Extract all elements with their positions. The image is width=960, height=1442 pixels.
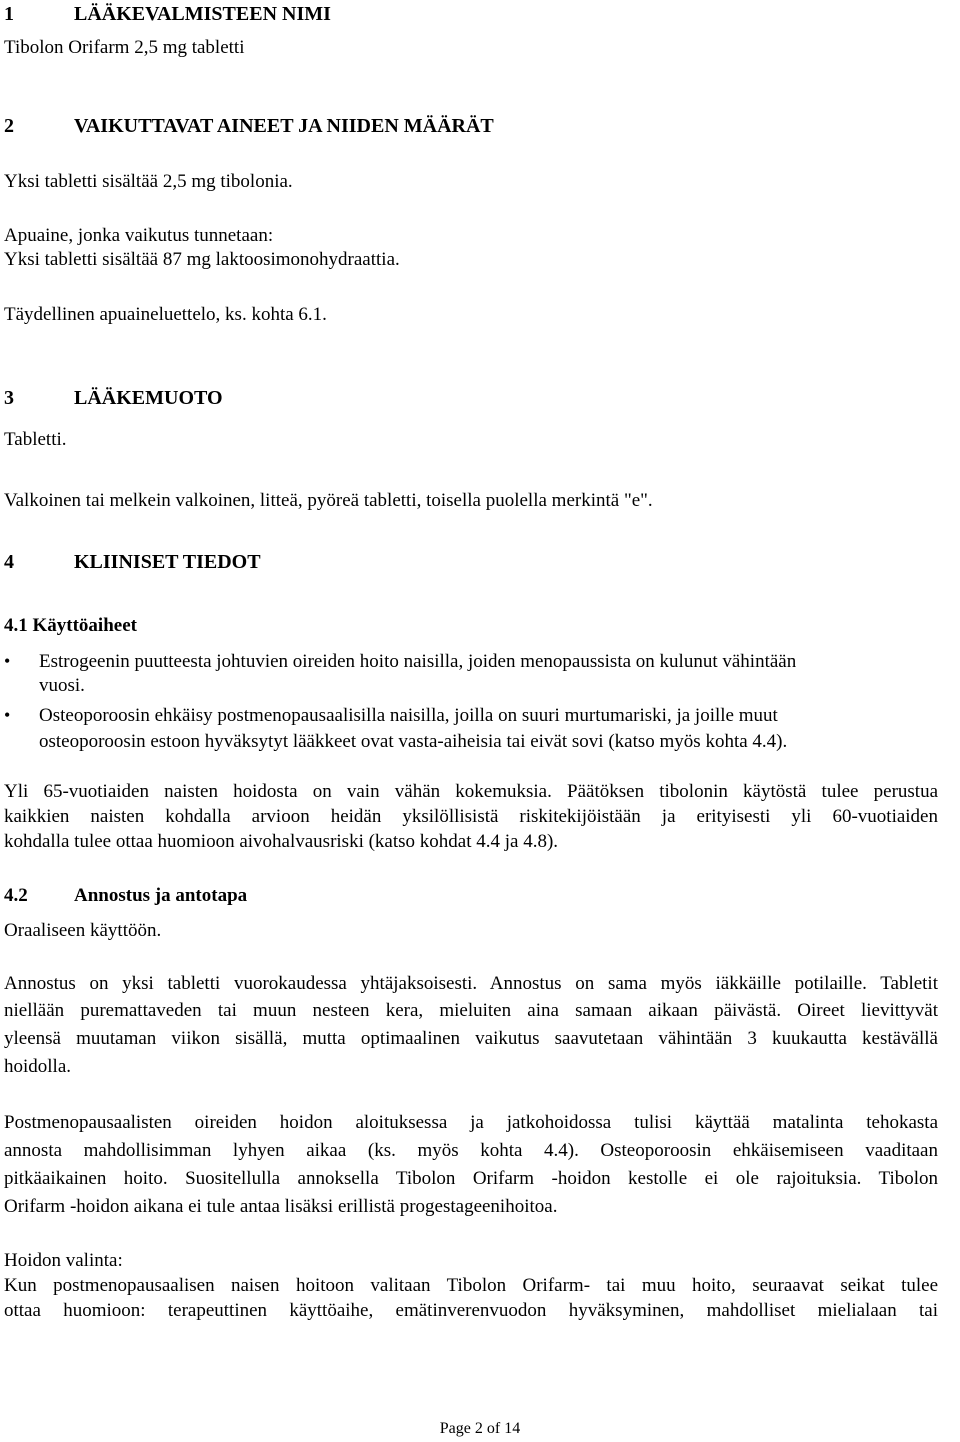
paragraph-line: Annostus on yksi tabletti vuorokaudessa yhtäjaksoisesti. Annostus on sama myös iäkkäille potilaille. Tabletit: [4, 973, 938, 994]
subsection-4-1-heading: 4.1 Käyttöaiheet: [4, 615, 137, 636]
paragraph-line: kohdalla tulee ottaa huomioon aivohalvausriski (katso kohdat 4.4 ja 4.8).: [4, 831, 559, 852]
product-name: Tibolon Orifarm 2,5 mg tabletti: [4, 37, 245, 58]
section-number: 4: [4, 551, 14, 573]
paragraph: Täydellinen apuaineluettelo, ks. kohta 6.1.: [4, 304, 327, 325]
section-number: 1: [4, 3, 14, 25]
subsection-4-2-heading: [4, 884, 247, 908]
paragraph-line: ottaa huomioon: terapeuttinen käyttöaihe, emätinverenvuodon hyväksyminen, mahdolliset mielialaan tai: [4, 1300, 938, 1321]
bullet-marker: •: [4, 651, 11, 671]
paragraph: Valkoinen tai melkein valkoinen, litteä, pyöreä tabletti, toisella puolella merkintä "e".: [4, 490, 653, 511]
paragraph-line: hoidolla.: [4, 1056, 72, 1077]
section-title: LÄÄKEMUOTO: [74, 387, 223, 409]
section-3-heading: [4, 386, 223, 410]
paragraph-line: Apuaine, jonka vaikutus tunnetaan:: [4, 225, 274, 246]
paragraph-line: Orifarm -hoidon aikana ei tule antaa lisäksi erillistä progestageenihoitoa.: [4, 1196, 558, 1217]
paragraph: Oraaliseen käyttöön.: [4, 920, 162, 941]
paragraph-line: pitkäaikainen hoito. Suositellulla annoksella Tibolon Orifarm -hoidon kestolle ei ole rajoituksia. Tibolon: [4, 1168, 938, 1189]
paragraph-line: Yli 65-vuotiaiden naisten hoidosta on vain vähän kokemuksia. Päätöksen tibolonin käytöstä tulee perustua: [4, 781, 938, 802]
paragraph-line: Yksi tabletti sisältää 87 mg laktoosimonohydraattia.: [4, 249, 400, 270]
bullet-item-line: Estrogeenin puutteesta johtuvien oireiden hoito naisilla, joiden menopaussista on kulunut vähintään: [39, 651, 797, 672]
paragraph: Tabletti.: [4, 429, 67, 450]
section-title: KLIINISET TIEDOT: [74, 551, 261, 573]
page-number: Page 2 of 14: [439, 1420, 521, 1437]
section-4-heading: [4, 550, 261, 574]
paragraph: Yksi tabletti sisältää 2,5 mg tibolonia.: [4, 171, 293, 192]
section-number: 2: [4, 115, 14, 137]
paragraph-line: Kun postmenopausaalisen naisen hoitoon valitaan Tibolon Orifarm- tai muu hoito, seuraavat seikat tulee: [4, 1275, 938, 1296]
paragraph-line: yleensä muutaman viikon sisällä, mutta optimaalinen vaikutus saavutetaan vähintään 3 kuukautta kestävällä: [4, 1028, 938, 1049]
section-2-heading: [4, 114, 494, 138]
paragraph-line: annosta mahdollisimman lyhyen aikaa (ks. myös kohta 4.4). Osteoporoosin ehkäisemiseen vaaditaan: [4, 1140, 938, 1161]
section-1-heading: [4, 2, 331, 26]
section-number: 4.2: [4, 885, 28, 906]
section-title: LÄÄKEVALMISTEEN NIMI: [74, 3, 331, 25]
paragraph-line: Postmenopausaalisten oireiden hoidon aloituksessa ja jatkohoidossa tulisi käyttää matalinta tehokasta: [4, 1112, 938, 1133]
paragraph: Hoidon valinta:: [4, 1250, 123, 1271]
paragraph-line: niellään puremattaveden tai muun nesteen kera, mieluiten aina samaan aikaan päivästä. Oireet lievittyvät: [4, 1000, 938, 1021]
paragraph-line: kaikkien naisten kohdalla arvioon heidän yksilöllisistä riskitekijöistään ja erityisesti yli 60-vuotiaiden: [4, 806, 938, 827]
bullet-item-line: vuosi.: [39, 675, 85, 696]
bullet-item-line: Osteoporoosin ehkäisy postmenopausaalisilla naisilla, joilla on suuri murtumariski, ja joille muut: [39, 705, 778, 726]
bullet-item-line: osteoporoosin estoon hyväksytyt lääkkeet ovat vasta-aiheisia tai eivät sovi (katso myös kohta 4.4).: [39, 731, 788, 752]
section-title: Annostus ja antotapa: [74, 885, 248, 906]
bullet-marker: •: [4, 705, 11, 725]
section-title: VAIKUTTAVAT AINEET JA NIIDEN MÄÄRÄT: [74, 115, 494, 137]
section-number: 3: [4, 387, 14, 409]
